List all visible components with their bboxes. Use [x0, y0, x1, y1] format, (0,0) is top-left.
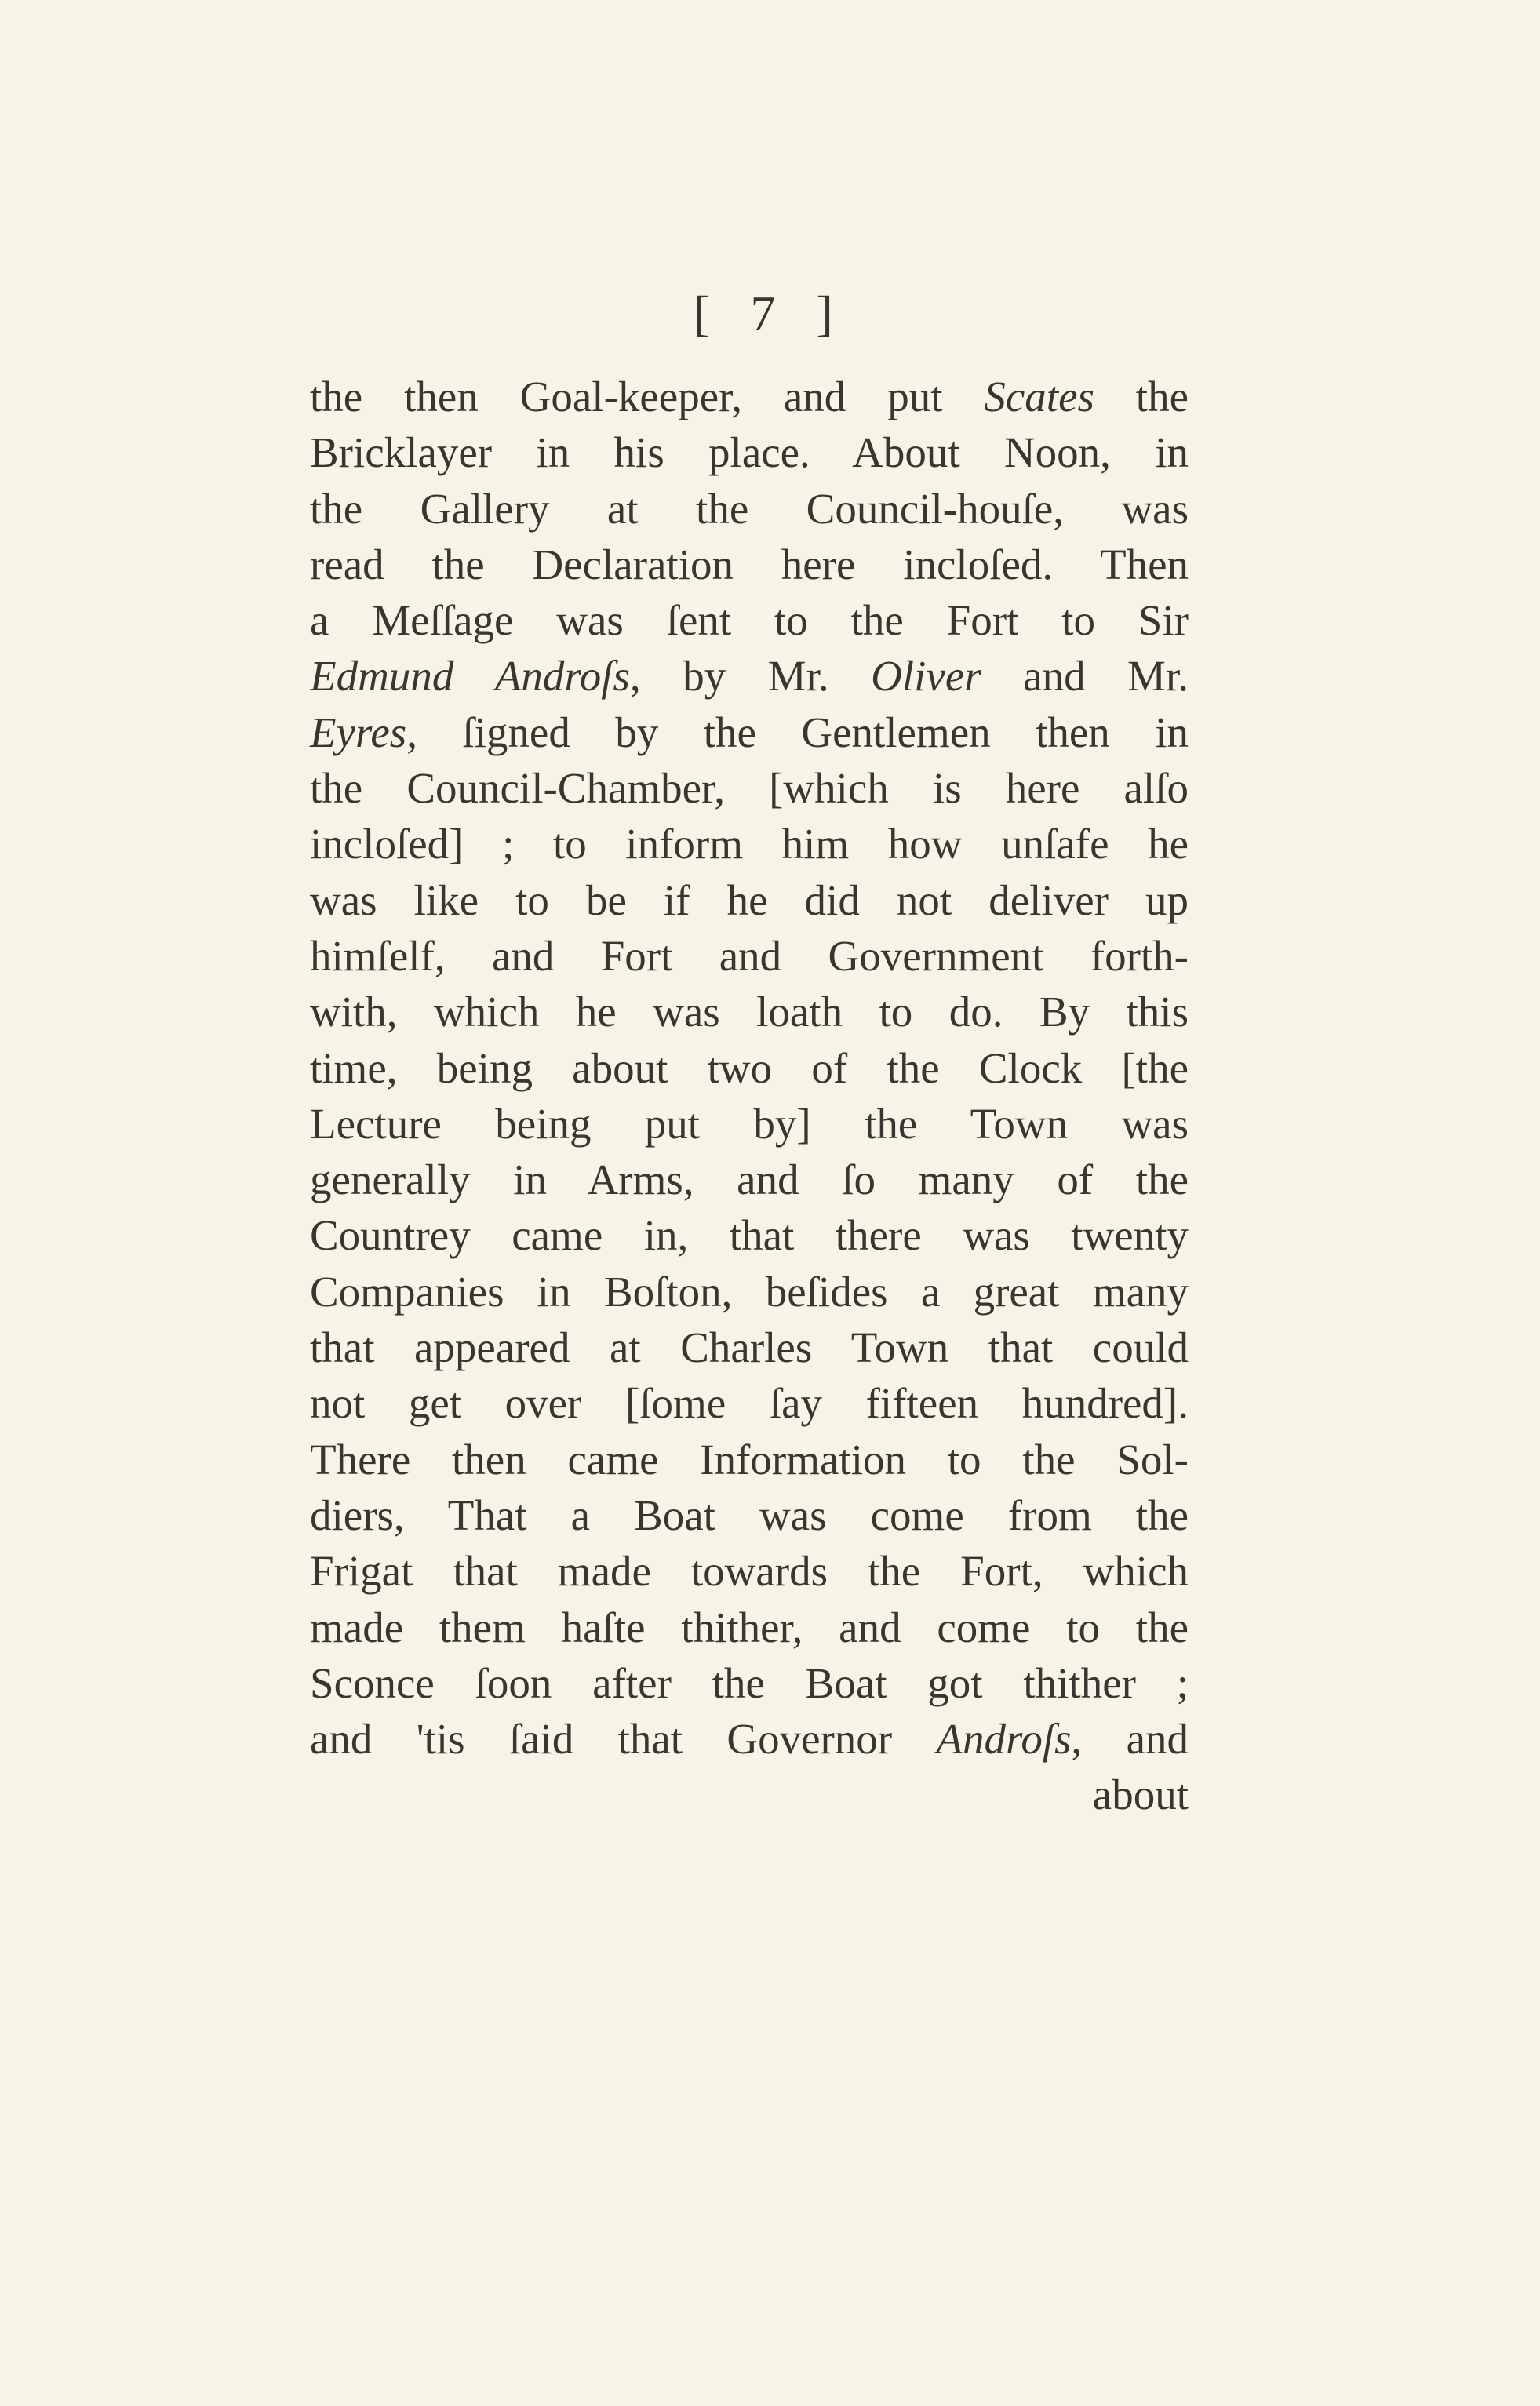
page-number: [ 7 ] [693, 286, 847, 341]
text-segment: , by Mr. [629, 652, 872, 701]
text-line [310, 1319, 1189, 1375]
text-segment: made them haſte thither, and come to the [310, 1603, 1189, 1651]
text-segment: with, which he was loath to do. By this [310, 988, 1189, 1036]
text-segment: Lecture being put by] the Town was [310, 1099, 1189, 1148]
text-line [310, 1207, 1189, 1263]
text-segment: the Gallery at the Council-houſe, was [310, 484, 1189, 533]
text-segment: was like to be if he did not deliver up [310, 875, 1189, 924]
text-segment: the [1094, 373, 1189, 420]
text-line [310, 928, 1189, 984]
text-segment: and 'tis ſaid that Governor [310, 1715, 937, 1764]
text-line [310, 1711, 1189, 1767]
text-segment: Bricklayer in his place. About Noon, in [310, 428, 1189, 477]
italic-name: Androſs [936, 1715, 1072, 1764]
text-segment: not get over [ſome ſay fifteen hundred]. [310, 1379, 1189, 1428]
text-line [310, 1040, 1189, 1096]
italic-name: Oliver [871, 652, 981, 701]
text-line [310, 1655, 1189, 1711]
text-line [310, 1432, 1189, 1487]
text-segment: a Meſſage was ſent to the Fort to Sir [310, 596, 1189, 645]
text-line [310, 1264, 1189, 1319]
text-segment: diers, That a Boat was come from the [310, 1491, 1189, 1539]
text-line [310, 984, 1189, 1039]
text-line [310, 481, 1189, 537]
text-line [310, 424, 1189, 480]
text-line [310, 1096, 1189, 1152]
italic-name: Scates [984, 373, 1094, 420]
text-segment: Frigat that made towards the Fort, which [310, 1547, 1189, 1596]
text-segment: There then came Information to the Sol- [310, 1435, 1189, 1483]
italic-name: Edmund Androſs [310, 652, 630, 701]
text-segment: Companies in Boſton, beſides a great many [310, 1267, 1189, 1316]
text-line [310, 1487, 1189, 1543]
text-line [310, 1767, 1189, 1822]
text-line [310, 816, 1189, 872]
text-segment: , and [1071, 1715, 1189, 1764]
text-segment: , ſigned by the Gentlemen then in [406, 708, 1189, 756]
text-segment: time, being about two of the Clock [the [310, 1043, 1189, 1092]
italic-name: Eyres [310, 708, 407, 756]
text-segment: Sconce ſoon after the Boat got thither ; [310, 1658, 1189, 1707]
text-line [310, 1543, 1189, 1599]
text-segment: the then Goal-keeper, and put [310, 373, 985, 420]
text-line [310, 1152, 1189, 1207]
text-segment: that appeared at Charles Town that could [310, 1323, 1189, 1372]
text-line [310, 760, 1189, 816]
text-segment: about [1092, 1771, 1189, 1819]
text-segment: incloſed] ; to inform him how unſafe he [310, 820, 1189, 868]
text-line [310, 1375, 1189, 1431]
text-segment: Countrey came in, that there was twenty [310, 1211, 1189, 1260]
text-line [310, 704, 1189, 760]
text-line [310, 1600, 1189, 1655]
text-line [310, 592, 1189, 648]
text-line [310, 537, 1189, 592]
text-segment: read the Declaration here incloſed. Then [310, 540, 1189, 588]
text-segment: himſelf, and Fort and Government forth- [310, 931, 1189, 980]
text-line [310, 648, 1189, 704]
text-segment: generally in Arms, and ſo many of the [310, 1156, 1189, 1204]
text-segment: the Council-Chamber, [which is here alſo [310, 764, 1189, 813]
text-line [310, 872, 1189, 928]
body-text [310, 369, 1189, 1823]
text-line [310, 369, 1189, 424]
text-segment: and Mr. [981, 652, 1189, 701]
